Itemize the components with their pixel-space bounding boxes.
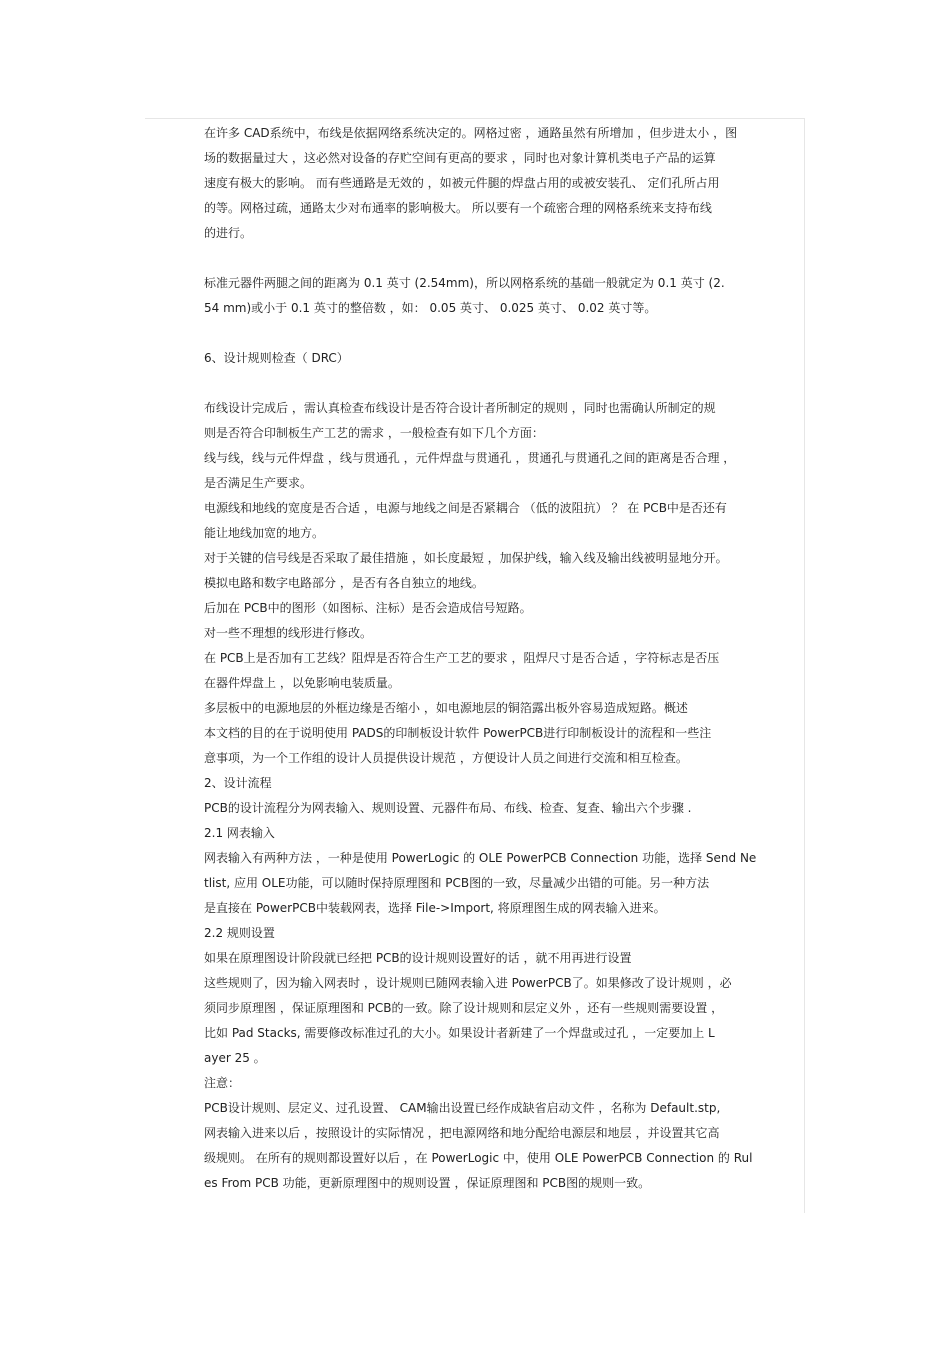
text-line: 在许多 CAD系统中，布线是依据网络系统决定的。网格过密 ，通路虽然有所增加 ，但步进太小 ，图 — [204, 126, 738, 140]
paragraph — [204, 396, 796, 1196]
document-body — [204, 121, 796, 1196]
text-line: 级规则。 在所有的规则都设置好以后 ，在 PowerLogic 中，使用 OLE PowerPCB Connection 的 Rul — [204, 1151, 753, 1165]
text-line: es From PCB 功能，更新原理图中的规则设置 ，保证原理图和 PCB图的规则一致。 — [204, 1176, 651, 1190]
text-line: 电源线和地线的宽度是否合适 ，电源与地线之间是否紧耦合 （低的波阻抗） ？ 在 PCB中是否还有 — [204, 501, 727, 515]
text-line: 对于关键的信号线是否采取了最佳措施 ，如长度最短 ，加保护线，输入线及输出线被明显地分开。 — [204, 551, 728, 565]
text-line: PCB设计规则、层定义、过孔设置、 CAM输出设置已经作成缺省启动文件 ，名称为 Default.stp, — [204, 1101, 721, 1115]
text-line: 本文档的目的在于说明使用 PADS的印制板设计软件 PowerPCB进行印制板设计的流程和一些注 — [204, 726, 712, 740]
page-top-border — [145, 118, 805, 119]
text-line: 2.2 规则设置 — [204, 926, 275, 940]
text-line: 是否满足生产要求。 — [204, 476, 313, 490]
text-line: 网表输入进来以后 ，按照设计的实际情况 ，把电源网络和地分配给电源层和地层 ，并设置其它高 — [204, 1126, 720, 1140]
text-line: 多层板中的电源地层的外框边缘是否缩小 ，如电源地层的铜箔露出板外容易造成短路。概述 — [204, 701, 688, 715]
text-line: 在 PCB上是否加有工艺线？阻焊是否符合生产工艺的要求 ，阻焊尺寸是否合适 ，字符标志是否压 — [204, 651, 720, 665]
text-line: ayer 25 。 — [204, 1051, 266, 1065]
text-line: 54 mm)或小于 0.1 英寸的整倍数 ，如： 0.05 英寸、 0.025 英寸、 0.02 英寸等。 — [204, 301, 657, 315]
text-line: 这些规则了，因为输入网表时 ，设计规则已随网表输入进 PowerPCB了。如果修改了设计规则 ，必 — [204, 976, 732, 990]
text-line: 2.1 网表输入 — [204, 826, 275, 840]
text-line: 注意： — [204, 1076, 241, 1090]
text-line: PCB的设计流程分为网表输入、规则设置、元器件布局、布线、检查、复查、输出六个步骤 . — [204, 801, 692, 815]
text-line: 6、设计规则检查（ DRC） — [204, 351, 349, 365]
text-line: 的等。网格过疏，通路太少对布通率的影响极大。 所以要有一个疏密合理的网格系统来支持布线 — [204, 201, 712, 215]
page-right-border — [804, 118, 805, 1213]
text-line: 后加在 PCB中的图形（如图标、注标）是否会造成信号短路。 — [204, 601, 532, 615]
text-line: 能让地线加宽的地方。 — [204, 526, 325, 540]
text-line: 网表输入有两种方法 ，一种是使用 PowerLogic 的 OLE PowerPCB Connection 功能，选择 Send Ne — [204, 851, 757, 865]
text-line: 线与线，线与元件焊盘 ，线与贯通孔 ，元件焊盘与贯通孔 ，贯通孔与贯通孔之间的距离是否合理 ， — [204, 451, 736, 465]
text-line: 如果在原理图设计阶段就已经把 PCB的设计规则设置好的话 ，就不用再进行设置 — [204, 951, 632, 965]
text-line: 标准元器件两腿之间的距离为 0.1 英寸 (2.54mm)，所以网格系统的基础一般就定为 0.1 英寸 (2. — [204, 276, 725, 290]
text-line: 对一些不理想的线形进行修改。 — [204, 626, 373, 640]
text-line: 模拟电路和数字电路部分 ，是否有各自独立的地线。 — [204, 576, 484, 590]
paragraph-gap — [204, 321, 796, 346]
paragraph — [204, 271, 796, 321]
paragraph — [204, 346, 796, 371]
text-line: 则是否符合印制板生产工艺的需求 ，一般检查有如下几个方面： — [204, 426, 544, 440]
paragraph-gap — [204, 371, 796, 396]
text-line: 须同步原理图 ，保证原理图和 PCB的一致。除了设计规则和层定义外 ，还有一些规则需要设置 ， — [204, 1001, 724, 1015]
text-line: 2、设计流程 — [204, 776, 272, 790]
text-line: 是直接在 PowerPCB中装载网表，选择 File->Import, 将原理图生成的网表输入进来。 — [204, 901, 666, 915]
paragraph — [204, 121, 796, 246]
text-line: 在器件焊盘上 ，以免影响电装质量。 — [204, 676, 400, 690]
paragraph-gap — [204, 246, 796, 271]
text-line: 比如 Pad Stacks, 需要修改标准过孔的大小。如果设计者新建了一个焊盘或过孔 ，一定要加上 L — [204, 1026, 715, 1040]
text-line: 布线设计完成后 ，需认真检查布线设计是否符合设计者所制定的规则 ，同时也需确认所制定的规 — [204, 401, 716, 415]
text-line: 速度有极大的影响。 而有些通路是无效的 ，如被元件腿的焊盘占用的或被安装孔、 定们孔所占用 — [204, 176, 720, 190]
text-line: 意事项，为一个工作组的设计人员提供设计规范 ，方便设计人员之间进行交流和相互检查。 — [204, 751, 688, 765]
text-line: 的进行。 — [204, 226, 253, 240]
text-line: 场的数据量过大 ，这必然对设备的存贮空间有更高的要求 ，同时也对象计算机类电子产品的运算 — [204, 151, 716, 165]
text-line: tlist, 应用 OLE功能，可以随时保持原理图和 PCB图的一致，尽量减少出错的可能。另一种方法 — [204, 876, 710, 890]
